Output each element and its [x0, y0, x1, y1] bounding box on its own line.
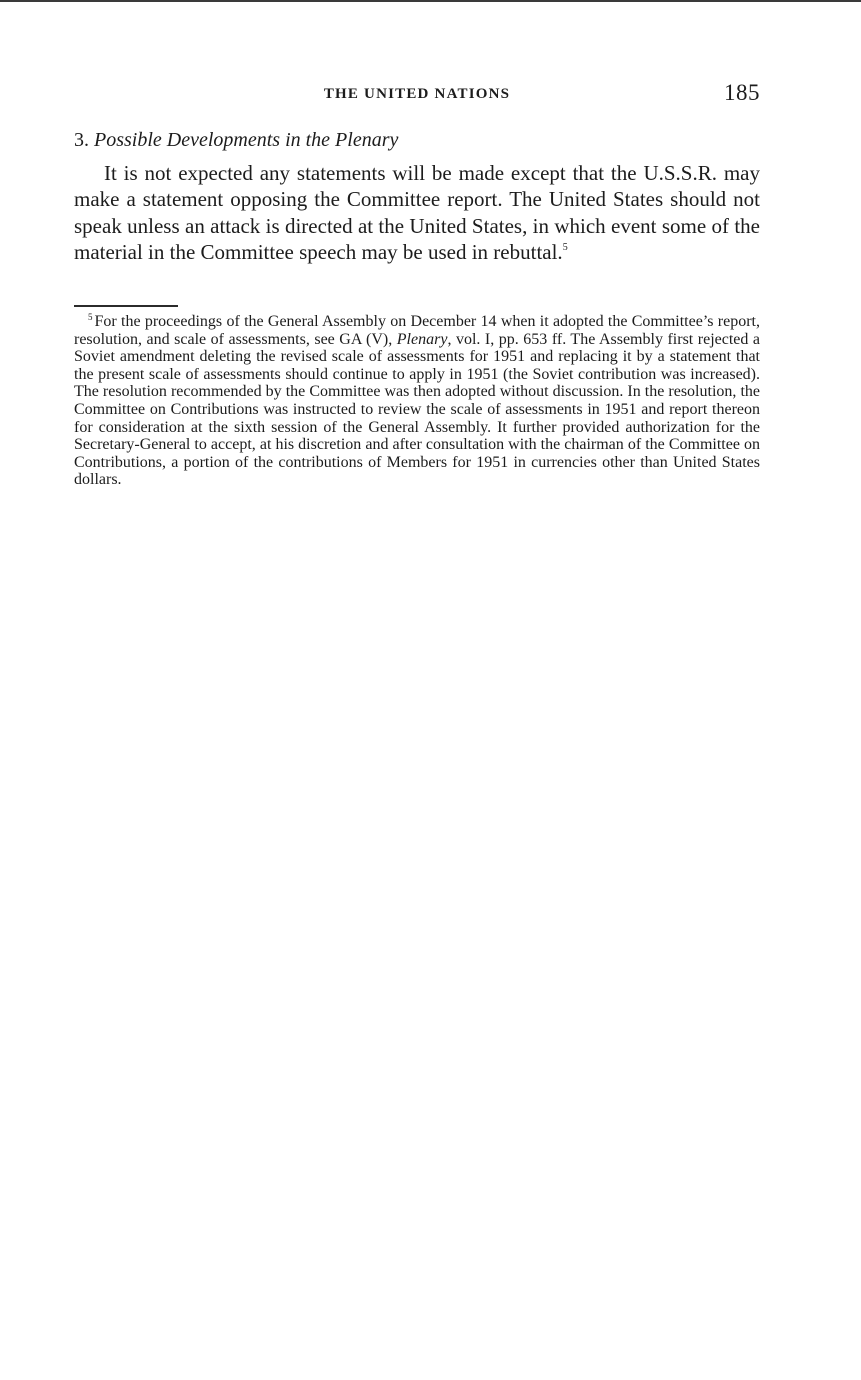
section-heading: [74, 129, 398, 152]
running-title: THE UNITED NATIONS: [323, 86, 511, 102]
body-paragraph: [74, 160, 760, 266]
footnote-text-rest: , vol. I, pp. 653 ff. The Assembly first rejected a Soviet amendment deleting the revised scale of assessments for 1951 and replacing it by a statement that the present scale of assessments should continue to apply in 1951 (the Soviet contribution was increased). The resolution recommended by the Committee was then adopted without discussion. In the resolution, the Committee on Contributions was instructed to review the scale of assessments in 1951 and report thereon for consideration at the sixth session of the General Assembly. It further provided authorization for the Secretary-General to accept, at his discretion and after consultation with the chairman of the Committee on Contributions, a portion of the contributions of Members for 1951 in currencies other than United States dollars.: [74, 330, 761, 489]
paragraph-text: It is not expected any statements will be made except that the U.S.S.R. may make a statement opposing the Committee report. The United States should not speak unless an attack is directed at the United States, in which event some of the material in the Committee speech may be used in rebuttal.: [74, 161, 760, 265]
section-title: Possible Developments in the Plenary: [94, 129, 399, 151]
footnote: [74, 313, 760, 489]
section-number: 3.: [74, 129, 89, 151]
footnote-reference: 5: [562, 242, 568, 254]
footnote-separator: [74, 305, 178, 307]
footnote-italic-title: Plenary: [396, 330, 448, 348]
footnote-text-start: For the proceedings of the General Assembly on December 14 when it adopted the Committee’s report, resolution, and scale of assessments, see GA (V),: [74, 313, 760, 348]
top-border-rule: [0, 0, 861, 2]
page-number: 185: [724, 80, 760, 105]
footnote-marker: 5: [88, 312, 93, 322]
running-header: [74, 80, 760, 110]
